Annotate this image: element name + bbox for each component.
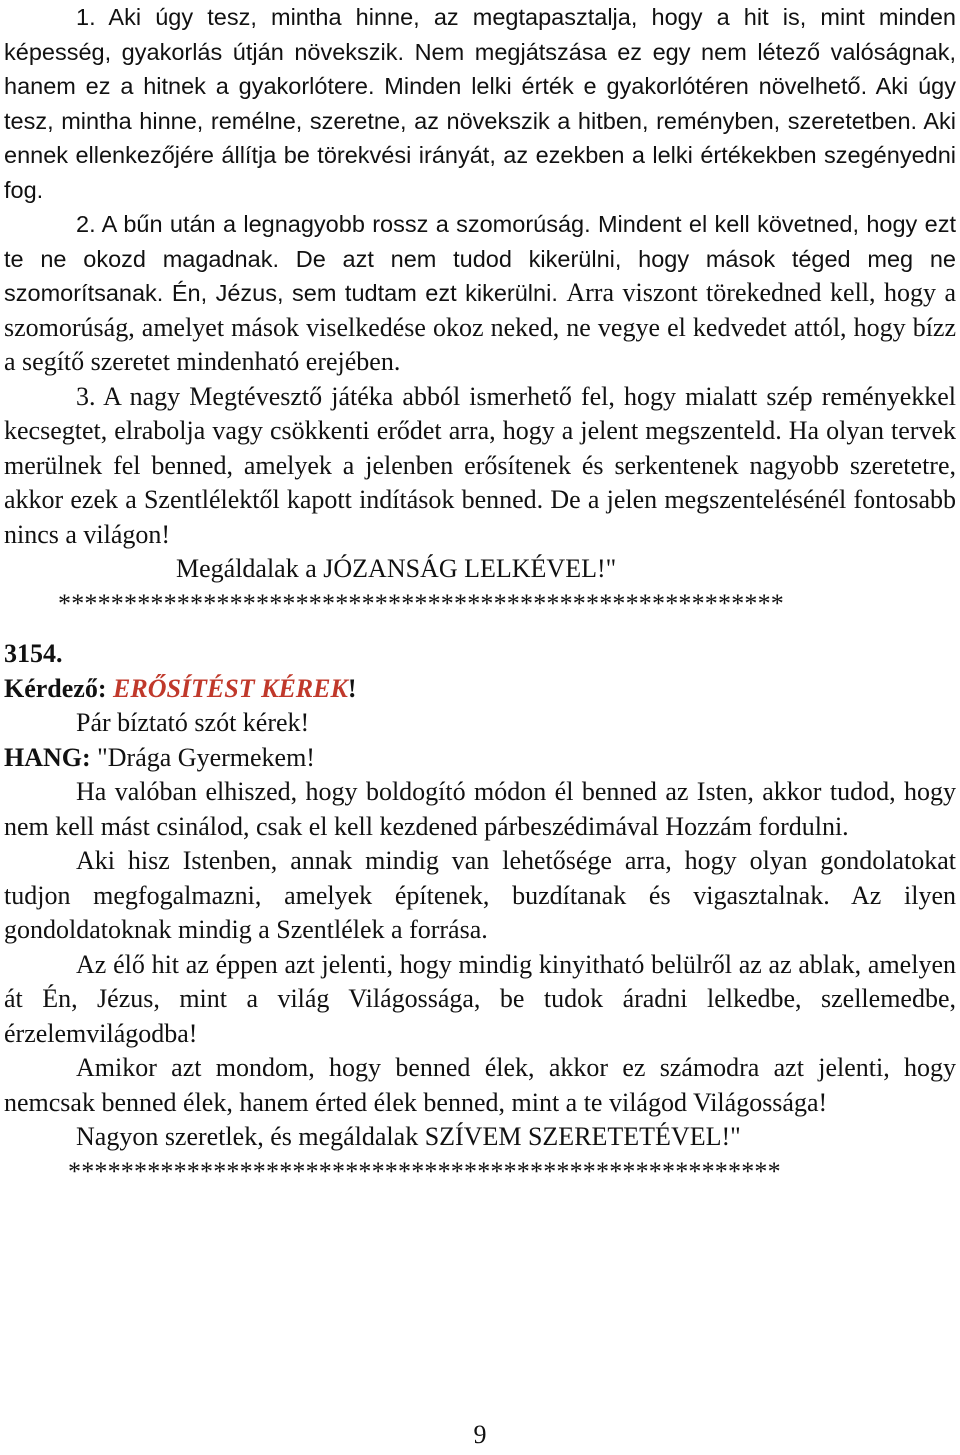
question-topic: ERŐSÍTÉST KÉREK — [113, 673, 348, 703]
point-2-sans-text: 2. A bűn után a legnagyobb rossz a szomorúság. Mindent el kell követned, hogy ezt te ne okozd magadnak. De azt nem tudod kikerülni, hogy mások téged meg ne szomorítsanak. Én, Jézus, sem tudtam ezt kikerülni. — [4, 211, 956, 306]
point-2-serif-text: Arra viszont törekedned kell, hogy a szomorúság, amelyet mások viselkedése okoz neked, ne vegye el kedvedet attól, hogy bízz a segítő szeretet mindenható erejében. — [4, 278, 957, 376]
page-number: 9 — [473, 1420, 487, 1449]
voice-label: HANG: — [4, 742, 91, 772]
questioner-line — [4, 672, 956, 707]
closing-blessing: Nagyon szeretlek, és megáldalak SZÍVEM SZERETETÉVEL!" — [76, 1122, 741, 1151]
question-text: Pár bíztató szót kérek! — [76, 708, 310, 737]
blessing-line: Megáldalak a JÓZANSÁG LELKÉVEL!" — [176, 554, 617, 583]
answer-paragraph: Aki hisz Istenben, annak mindig van lehetősége arra, hogy olyan gondolatokat tudjon megfogalmazni, amelyek építenek, buzdítanak és vigasztalnak. Az ilyen gondoldatoknak mindig a Szentlélek a forrása. — [4, 846, 956, 944]
document-page — [4, 0, 956, 1189]
numbered-point-2 — [4, 207, 956, 380]
message-number: 3154. — [4, 639, 63, 668]
answer-paragraph: Az élő hit az éppen azt jelenti, hogy mindig kinyitható belülről az az ablak, amelyen át Én, Jézus, mint a világ Világossága, be tudok áradni lelkedbe, szellemedbe, érzelemvilágodba! — [4, 949, 956, 1048]
answer-paragraph: Ha valóban elhiszed, hogy boldogító módon él benned az Isten, akkor tudod, hogy nem kell mást csinálod, csak el kell kezdened párbeszédimával Hozzám fordulni. — [4, 777, 956, 841]
voice-line — [4, 741, 956, 776]
answer-paragraph: Amikor azt mondom, hogy benned élek, akkor ez számodra azt jelenti, hogy nemcsak benned élek, hanem érted élek benned, mint a te világod Világossága! — [4, 1053, 956, 1117]
greeting: "Drága Gyermekem! — [97, 742, 315, 772]
numbered-point-1: 1. Aki úgy tesz, mintha hinne, az megtapasztalja, hogy a hit is, mint minden képesség, gyakorlás útján növekszik. Nem megjátszása ez egy nem létező valóságnak, hanem ez a hitnek a gyakorlótere. Minden lelki érték e gyakorlótéren növelhető. Aki úgy tesz, mintha hinne, remélne, szeretne, az növekszik a hitben, reményben, szeretetben. Aki ennek ellenkezőjére állítja be törekvési irányát, az ezekben a lelki értékekben szegényedni fog. — [4, 4, 956, 203]
separator-stars: ****************************************************** — [68, 1156, 781, 1186]
questioner-label: Kérdező: — [4, 673, 107, 703]
separator-stars: ******************************************************* — [58, 588, 784, 618]
topic-exclamation: ! — [347, 673, 357, 703]
numbered-point-3: 3. A nagy Megtévesztő játéka abból ismerhető fel, hogy mialatt szép reményekkel kecsegtet, elrabolja vagy csökkenti erődet arra, hogy a jelent megszenteld. Ha olyan tervek merülnek fel benned, amelyek a jelenben erősítenek és serkentenek nagyobb szeretetre, akkor ezek a Szentlélektől kapott indítások benned. De a jelen megszentelésénél fontosabb nincs a világon! — [4, 381, 956, 549]
